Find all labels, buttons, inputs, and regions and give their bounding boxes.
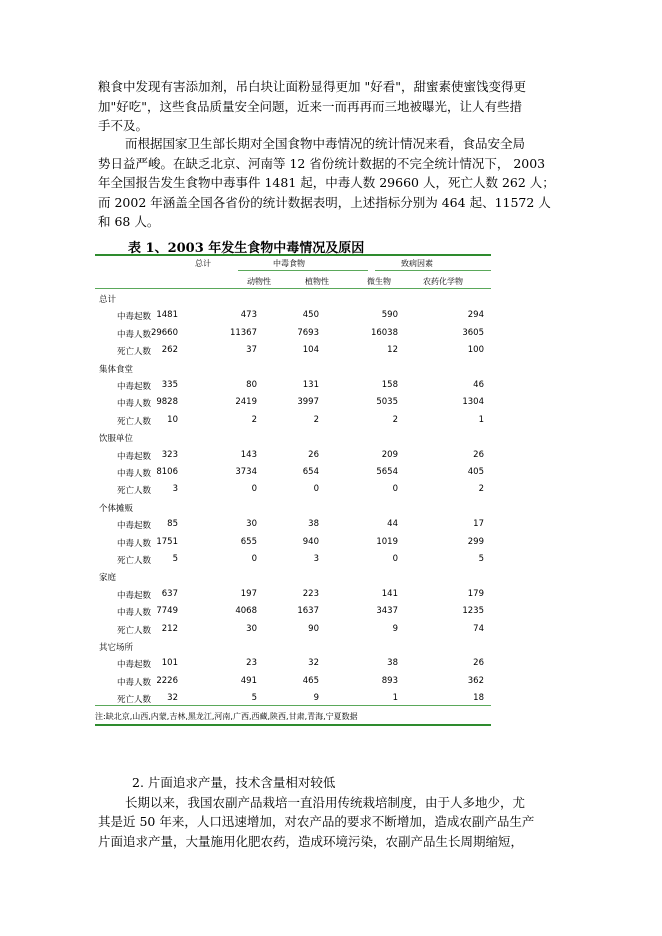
- table-cell: 0: [251, 554, 257, 564]
- text-line: 手不及。: [98, 118, 149, 134]
- table-cell: 38: [308, 519, 319, 530]
- table-cell: 141: [381, 588, 398, 599]
- table-cell: 85: [167, 519, 178, 530]
- group-label: 集体食堂: [99, 364, 134, 375]
- table-cell: 7749: [156, 606, 178, 617]
- text-line: 而根据国家卫生部长期对全国食物中毒情况的统计情况来看，食品安全局: [125, 136, 526, 151]
- group-label: 其它场所: [99, 643, 134, 653]
- table-cell: 101: [161, 658, 178, 669]
- row-label: 死亡人数: [117, 416, 152, 427]
- table-cell: 104: [302, 345, 319, 356]
- table-cell: 143: [240, 449, 257, 460]
- table-cell: 491: [240, 675, 257, 686]
- table-cell: 655: [240, 536, 257, 547]
- table-cell: 90: [308, 623, 319, 634]
- table-cell: 2: [392, 414, 398, 425]
- table-cell: 637: [161, 588, 178, 599]
- table-cell: 16038: [370, 327, 398, 338]
- table-cell: 23: [246, 658, 257, 669]
- table-group-row: [95, 568, 491, 585]
- table-cell: 940: [302, 536, 319, 547]
- table-cell: 100: [467, 345, 484, 356]
- table-cell: 5: [478, 554, 484, 564]
- text-line: 粮食中发现有害添加剂，吊白块让面粉显得更加 "好看"，甜蜜素使蜜饯变得更: [98, 79, 526, 94]
- table-cell: 179: [467, 588, 484, 599]
- table-cell: 26: [473, 658, 484, 669]
- text-line: 片面追求产量，大量施用化肥农药，造成环境污染，农副产品生长周期缩短，: [98, 833, 524, 849]
- table-cell: 5: [251, 693, 257, 704]
- table-cell: 1637: [297, 606, 319, 617]
- row-label: 中毒起数: [117, 660, 152, 671]
- row-label: 中毒起数: [117, 521, 152, 532]
- table-cell: 131: [302, 380, 319, 390]
- row-label: 中毒人数: [117, 469, 152, 479]
- row-label: 中毒起数: [117, 451, 152, 462]
- table-cell: 654: [302, 467, 319, 477]
- table-cell: 2226: [156, 675, 178, 686]
- table-cell: 4068: [235, 606, 257, 617]
- table-row: [95, 534, 491, 551]
- group-label: 总计: [99, 295, 117, 305]
- table-cell: 38: [387, 658, 398, 669]
- table-cell: 29660: [150, 327, 178, 338]
- text-line: 和 68 人。: [98, 214, 160, 230]
- table-cell: 80: [246, 380, 257, 390]
- table-cell: 465: [302, 675, 319, 686]
- table-cell: 26: [308, 449, 319, 460]
- section-2: [98, 773, 560, 851]
- table-cell: 3: [313, 554, 319, 564]
- table-cell: 11367: [229, 327, 257, 338]
- subheader-plant: 植物性: [305, 277, 329, 286]
- table-row: [95, 377, 491, 394]
- table-group-row: [95, 429, 491, 446]
- table-cell: 3997: [297, 397, 319, 408]
- table-cell: 590: [381, 310, 398, 321]
- table-cell: 1019: [376, 536, 398, 547]
- table-group-row: [95, 360, 491, 377]
- table-group-row: [95, 499, 491, 516]
- table-cell: 5035: [376, 397, 398, 408]
- text-line: 加"好吃"，这些食品质量安全问题，近来一而再再而三地被曝光，让人有些措: [98, 98, 523, 114]
- table-cell: 473: [240, 310, 257, 321]
- header-cause: 致病因素: [401, 259, 433, 268]
- table-cell: 2419: [235, 397, 257, 408]
- row-label: 中毒人数: [117, 329, 152, 340]
- text-line: 其是近 50 年来，人口迅速增加，对农产品的要求不断增加，造成农副产品生产: [98, 814, 535, 830]
- table-cell: 5: [172, 554, 178, 564]
- table-row: [95, 586, 491, 603]
- table-cell: 2: [251, 414, 257, 425]
- table-row: [95, 551, 491, 568]
- table-cell: 10: [167, 414, 178, 425]
- row-label: 中毒人数: [117, 399, 152, 410]
- table-row: [95, 690, 491, 707]
- table-cell: 0: [392, 554, 398, 564]
- table-group-row: [95, 638, 491, 655]
- table-cell: 30: [246, 519, 257, 530]
- table-row: [95, 603, 491, 620]
- table-row: [95, 481, 491, 498]
- row-label: 中毒起数: [117, 590, 152, 601]
- table-cell: 3605: [462, 327, 484, 338]
- table-cell: 32: [167, 693, 178, 704]
- table-row: [95, 516, 491, 533]
- table-cell: 0: [251, 484, 257, 495]
- table-row: [95, 394, 491, 411]
- group-label: 饮服单位: [99, 434, 134, 445]
- header-food: 中毒食物: [273, 259, 305, 268]
- table-cell: 9828: [156, 397, 178, 408]
- row-label: 中毒人数: [117, 677, 152, 688]
- subheader-chemical: 农药化学物: [423, 277, 463, 286]
- row-label: 死亡人数: [117, 695, 152, 706]
- text-line: 长期以来，我国农副产品栽培一直沿用传统栽培制度，由于人多地少，尤: [125, 794, 526, 810]
- table-cell: 223: [302, 588, 319, 599]
- table-cell: 9: [392, 623, 398, 634]
- table-row: [95, 325, 491, 342]
- group-label: 家庭: [99, 573, 117, 584]
- table-row: [95, 655, 491, 672]
- table-row: [95, 342, 491, 359]
- table-cell: 212: [161, 623, 178, 634]
- row-label: 死亡人数: [117, 347, 152, 358]
- table-cell: 262: [161, 345, 178, 356]
- table-cell: 17: [473, 519, 484, 530]
- section-heading: 2. 片面追求产量，技术含量相对较低: [132, 775, 336, 790]
- table-row: [95, 307, 491, 324]
- table-cell: 209: [381, 449, 398, 460]
- table-cell: 893: [381, 675, 398, 686]
- table-row: [95, 464, 491, 481]
- table-cell: 335: [161, 380, 178, 390]
- table-cell: 405: [467, 467, 484, 477]
- row-label: 中毒人数: [117, 608, 152, 619]
- table-cell: 18: [473, 693, 484, 704]
- table-cell: 1751: [156, 536, 178, 547]
- table-cell: 3437: [376, 606, 398, 617]
- table-cell: 30: [246, 623, 257, 634]
- table-row: [95, 621, 491, 638]
- text-line: 而 2002 年涵盖全国各省份的统计数据表明，上述指标分别为 464 起、11572 人: [98, 194, 551, 210]
- table-cell: 1: [392, 693, 398, 704]
- header-total: 总计: [195, 259, 211, 268]
- table-cell: 362: [467, 675, 484, 686]
- row-label: 中毒人数: [117, 538, 152, 549]
- table-cell: 1481: [156, 310, 178, 321]
- table-row: [95, 447, 491, 464]
- table-cell: 3: [172, 484, 178, 495]
- table-cell: 1235: [462, 606, 484, 617]
- table-cell: 3734: [235, 467, 257, 477]
- row-label: 中毒起数: [117, 382, 152, 392]
- table-cell: 26: [473, 449, 484, 460]
- table-cell: 32: [308, 658, 319, 669]
- table-note: 注:缺北京,山西,内蒙,吉林,黑龙江,河南,广西,西藏,陕西,甘肃,青海,宁夏数据: [95, 712, 358, 721]
- table-cell: 2: [478, 484, 484, 495]
- table-cell: 323: [161, 449, 178, 460]
- table-cell: 197: [240, 588, 257, 599]
- table-cell: 44: [387, 519, 398, 530]
- row-label: 死亡人数: [117, 625, 152, 636]
- table-group-row: [95, 290, 491, 307]
- row-label: 中毒起数: [117, 312, 152, 323]
- row-label: 死亡人数: [117, 486, 152, 497]
- subheader-animal: 动物性: [247, 277, 271, 286]
- table-cell: 1304: [462, 397, 484, 408]
- row-label: 死亡人数: [117, 556, 152, 566]
- table-cell: 7693: [297, 327, 319, 338]
- table-cell: 37: [246, 345, 257, 356]
- table-cell: 12: [387, 345, 398, 356]
- table-row: [95, 412, 491, 429]
- table-cell: 46: [473, 380, 484, 390]
- table-cell: 0: [392, 484, 398, 495]
- table-cell: 5654: [376, 467, 398, 477]
- table-cell: 1: [478, 414, 484, 425]
- table-row: [95, 673, 491, 690]
- table-cell: 74: [473, 623, 484, 634]
- table-cell: 0: [313, 484, 319, 495]
- table-cell: 8106: [156, 467, 178, 477]
- subheader-microbe: 微生物: [367, 277, 391, 286]
- table-cell: 158: [381, 380, 398, 390]
- table-cell: 2: [313, 414, 319, 425]
- table-cell: 9: [313, 693, 319, 704]
- text-line: 年全国报告发生食物中毒事件 1481 起，中毒人数 29660 人，死亡人数 262 人；: [98, 175, 555, 191]
- table-cell: 299: [467, 536, 484, 547]
- table-cell: 450: [302, 310, 319, 321]
- text-line: 势日益严峻。在缺乏北京、河南等 12 省份统计数据的不完全统计情况下， 2003: [98, 155, 546, 171]
- table-title: 表 1、2003 年发生食物中毒情况及原因: [128, 241, 365, 256]
- table-cell: 294: [467, 310, 484, 321]
- group-label: 个体摊贩: [99, 503, 134, 514]
